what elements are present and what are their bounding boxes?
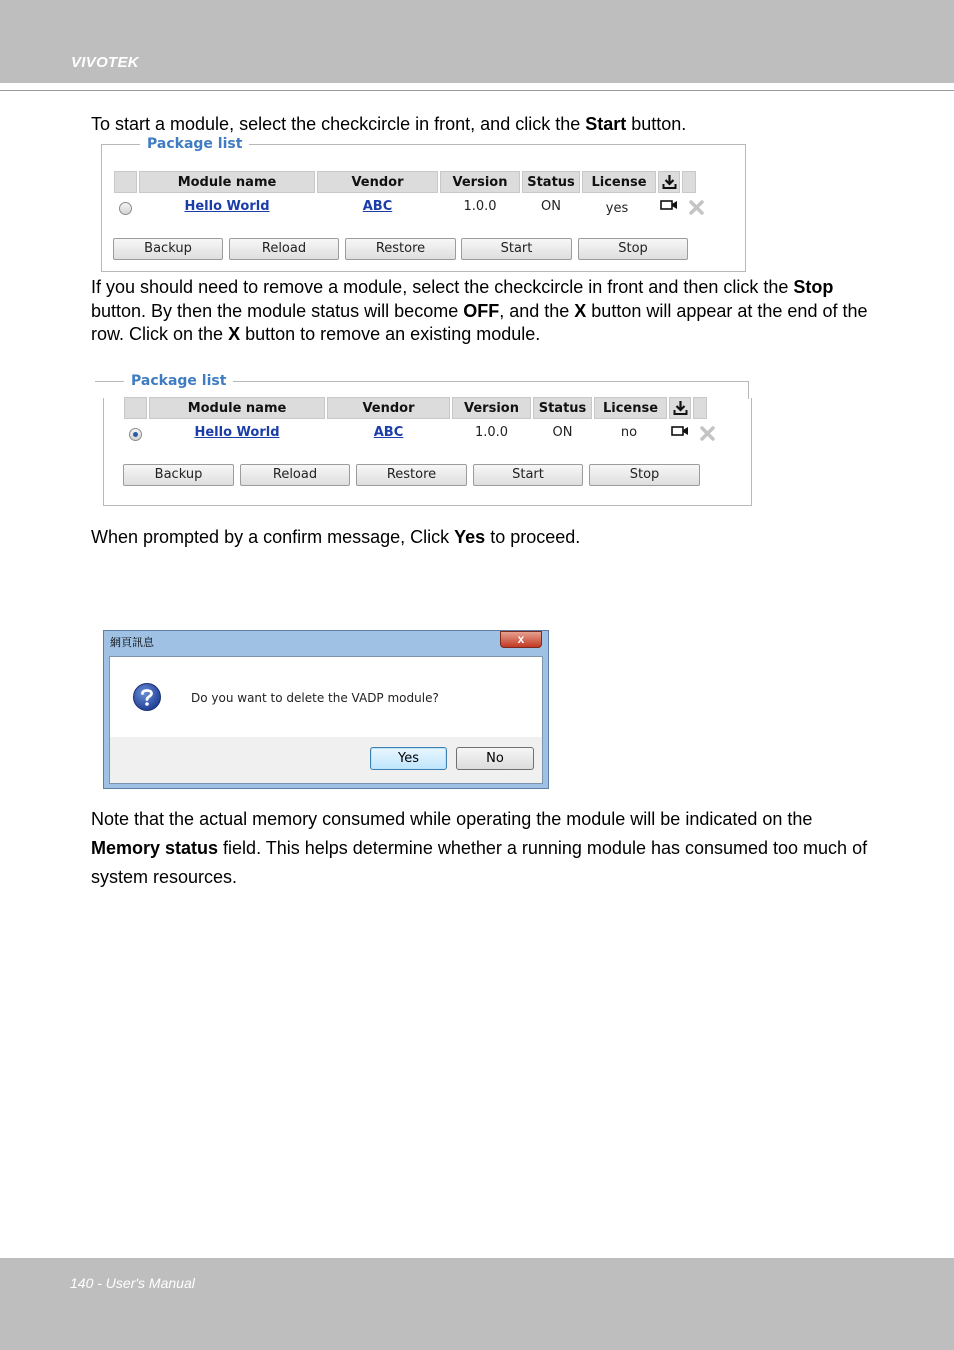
column-status: Status (533, 397, 592, 419)
yes-button[interactable]: Yes (370, 747, 447, 770)
column-version: Version (440, 171, 520, 193)
dialog-footer (110, 737, 542, 783)
text: When prompted by a confirm message, Click (91, 527, 455, 547)
dialog-message: Do you want to delete the VADP module? (191, 691, 439, 705)
dialog-title: 網頁訊息 (110, 637, 154, 649)
dialog-body (109, 656, 543, 784)
text: , and the (499, 300, 575, 321)
column-status: Status (522, 171, 580, 193)
column-license: License (594, 397, 667, 419)
version-value: 1.0.0 (463, 199, 497, 214)
text: to proceed. (485, 527, 581, 547)
column-module-name: Module name (139, 171, 315, 193)
header-remove-column (682, 171, 696, 193)
fieldset-side-line (748, 381, 749, 399)
header-divider (0, 90, 954, 91)
page-number: 140 - User's Manual (70, 1275, 195, 1291)
package-list-legend: Package list (124, 373, 233, 389)
header-select-column (124, 397, 147, 419)
module-name-link[interactable]: Hello World (194, 425, 280, 440)
remove-icon-disabled (700, 426, 715, 441)
reload-button[interactable]: Reload (240, 464, 350, 486)
camera-icon[interactable] (671, 425, 689, 437)
bold-text: Memory status (91, 838, 219, 858)
status-value: ON (552, 425, 573, 440)
text: button will appear at the end of the row. Click on the (91, 300, 868, 344)
bold-text: Yes (454, 527, 486, 547)
bold-text: Stop (793, 277, 834, 297)
no-button[interactable]: No (456, 747, 534, 770)
restore-button[interactable]: Restore (356, 464, 467, 486)
status-value: ON (541, 199, 561, 214)
camera-icon[interactable] (660, 199, 678, 211)
download-column-header[interactable] (658, 171, 680, 193)
column-vendor: Vendor (317, 171, 438, 193)
text: field. This helps determine whether a running module has consumed too much of system resources. (91, 838, 868, 887)
footer-bar (0, 1258, 954, 1350)
package-list-legend: Package list (140, 136, 249, 152)
bold-text: X (574, 300, 587, 321)
text: button. By then the module status will become (91, 300, 464, 321)
stop-button[interactable]: Stop (578, 238, 688, 260)
version-value: 1.0.0 (474, 425, 509, 440)
column-module-name: Module name (149, 397, 325, 419)
module-select-radio-selected[interactable] (129, 428, 142, 441)
dialog-close-button[interactable]: x (500, 631, 542, 648)
header-select-column (114, 171, 137, 193)
backup-button[interactable]: Backup (123, 464, 234, 486)
text: button to remove an existing module. (240, 324, 541, 344)
module-name-link[interactable]: Hello World (184, 199, 270, 214)
vendor-link[interactable]: ABC (362, 199, 393, 214)
brand-logo: VIVOTEK (71, 54, 139, 71)
remove-icon-disabled (689, 200, 704, 215)
question-icon (132, 682, 162, 712)
license-value: yes (605, 201, 629, 216)
vendor-link[interactable]: ABC (373, 425, 404, 440)
header-remove-column (693, 397, 707, 419)
backup-button[interactable]: Backup (113, 238, 223, 260)
column-vendor: Vendor (327, 397, 450, 419)
restore-button[interactable]: Restore (345, 238, 456, 260)
download-column-header[interactable] (669, 397, 691, 419)
bold-text: Start (585, 114, 627, 134)
note-memory-status (91, 805, 881, 892)
download-icon[interactable] (673, 400, 688, 416)
text: button. (626, 114, 687, 134)
instruction-confirm (91, 526, 881, 550)
column-version: Version (452, 397, 531, 419)
instruction-start (91, 113, 881, 137)
reload-button[interactable]: Reload (229, 238, 339, 260)
text: To start a module, select the checkcircle in front, and click the (91, 114, 586, 134)
header-bar (0, 0, 954, 83)
module-select-radio[interactable] (119, 202, 132, 215)
confirm-dialog (103, 630, 549, 789)
text: If you should need to remove a module, select the checkcircle in front and then click the (91, 277, 794, 297)
start-button[interactable]: Start (461, 238, 572, 260)
license-value: no (620, 425, 638, 440)
stop-button[interactable]: Stop (589, 464, 700, 486)
instruction-remove (91, 276, 881, 347)
download-icon[interactable] (662, 174, 677, 190)
start-button[interactable]: Start (473, 464, 583, 486)
bold-text: OFF (463, 300, 500, 321)
bold-text: X (228, 324, 241, 344)
text: Note that the actual memory consumed while operating the module will be indicated on the (91, 809, 813, 829)
column-license: License (582, 171, 656, 193)
